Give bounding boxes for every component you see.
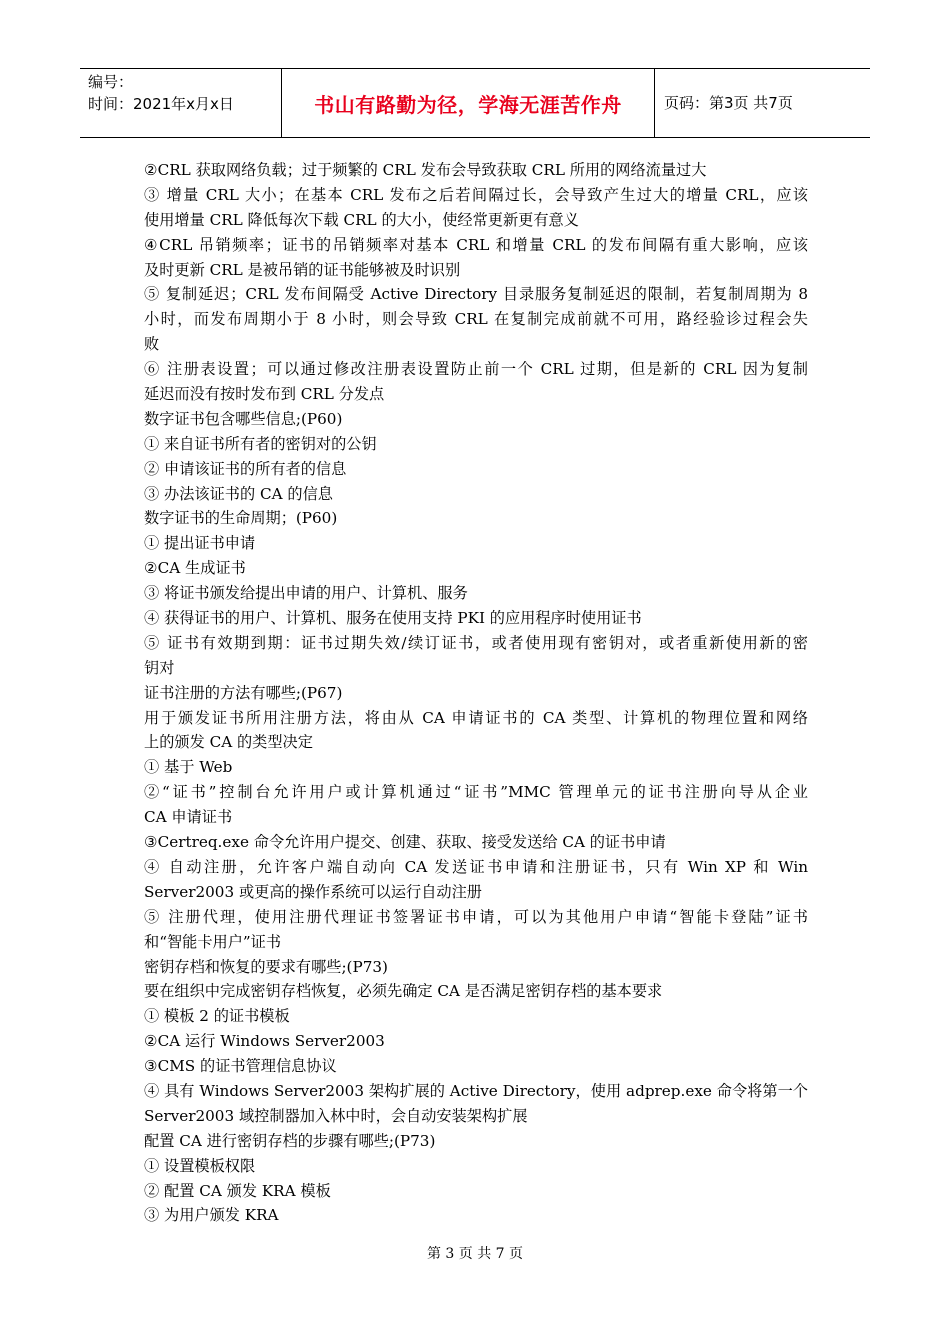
text-line: 用于颁发证书所用注册方法，将由从 CA 申请证书的 CA 类型、计算机的物理位置和网络 (144, 708, 808, 727)
text-line: ③ 将证书颁发给提出申请的用户、计算机、服务 (144, 584, 468, 603)
text-line: ②CA 生成证书 (144, 559, 246, 578)
header-page-cell (655, 69, 870, 137)
motto: 书山有路勤为径，学海无涯苦作舟 (314, 92, 622, 117)
text-line: 配置 CA 进行密钥存档的步骤有哪些;(P73) (144, 1131, 436, 1150)
text-line: 使用增量 CRL 降低每次下载 CRL 的大小，使经常更新更有意义 (144, 210, 579, 229)
text-line: ① 设置模板权限 (144, 1156, 256, 1175)
text-line: ① 模板 2 的证书模板 (144, 1007, 290, 1026)
text-line: ① 基于 Web (144, 758, 233, 777)
text-line: ⑤ 注册代理，使用注册代理证书签署证书申请，可以为其他用户申请“智能卡登陆”证书 (144, 907, 808, 926)
document-body (144, 158, 808, 1228)
text-line: ③Certreq.exe 命令允许用户提交、创建、获取、接受发送给 CA 的证书申请 (144, 833, 666, 852)
text-line: 败 (144, 335, 160, 354)
text-line: 及时更新 CRL 是被吊销的证书能够被及时识别 (144, 260, 461, 279)
text-line: ④CRL 吊销频率；证书的吊销频率对基本 CRL 和增量 CRL 的发布间隔有重大影响，应该 (144, 235, 808, 254)
number-label: 编号： (88, 73, 134, 91)
text-line: 要在组织中完成密钥存档恢复，必须先确定 CA 是否满足密钥存档的基本要求 (144, 982, 663, 1001)
text-line: ③CMS 的证书管理信息协议 (144, 1057, 337, 1076)
page-header (80, 68, 870, 138)
text-line: ③ 办法该证书的 CA 的信息 (144, 484, 333, 503)
header-meta (80, 69, 281, 137)
text-line: ① 来自证书所有者的密钥对的公钥 (144, 434, 377, 453)
text-line: ⑥ 注册表设置；可以通过修改注册表设置防止前一个 CRL 过期，但是新的 CRL 因为复制 (144, 360, 808, 379)
page-footer: 第 3 页 共 7 页 (426, 1246, 524, 1262)
text-line: ②“证书”控制台允许用户或计算机通过“证书”MMC 管理单元的证书注册向导从企业 (144, 783, 808, 802)
text-line: 和“智能卡用户”证书 (144, 932, 282, 951)
text-line: ⑤ 证书有效期到期：证书过期失效/续订证书，或者使用现有密钥对，或者重新使用新的密 (144, 633, 808, 652)
text-line: 钥对 (144, 658, 175, 677)
text-line: 上的颁发 CA 的类型决定 (144, 733, 313, 752)
header-motto-cell (281, 69, 655, 137)
text-line: ④ 具有 Windows Server2003 架构扩展的 Active Directory，使用 adprep.exe 命令将第一个 (144, 1081, 808, 1100)
text-line: ② 配置 CA 颁发 KRA 模板 (144, 1181, 331, 1200)
text-line: ②CRL 获取网络负载；过于频繁的 CRL 发布会导致获取 CRL 所用的网络流量过大 (144, 161, 707, 179)
text-line: ②CA 运行 Windows Server2003 (144, 1032, 385, 1051)
time-label: 时间：2021年x月x日 (88, 95, 234, 113)
text-line: ② 申请该证书的所有者的信息 (144, 459, 347, 478)
text-line: 小时，而发布周期小于 8 小时，则会导致 CRL 在复制完成前就不可用，路经验诊过程会失 (144, 310, 808, 329)
text-line: ④ 自动注册，允许客户端自动向 CA 发送证书申请和注册证书，只有 Win XP 和 Win (144, 857, 808, 876)
text-line: 延迟而没有按时发布到 CRL 分发点 (144, 385, 385, 404)
text-line: ④ 获得证书的用户、计算机、服务在使用支持 PKI 的应用程序时使用证书 (144, 609, 642, 628)
text-line: ③ 增量 CRL 大小；在基本 CRL 发布之后若间隔过长，会导致产生过大的增量 CRL，应该 (144, 185, 808, 204)
text-line: CA 申请证书 (144, 808, 233, 827)
text-line: ⑤ 复制延迟；CRL 发布间隔受 Active Directory 目录服务复制延迟的限制，若复制周期为 8 (144, 285, 808, 304)
text-line: 证书注册的方法有哪些;(P67) (144, 683, 343, 702)
text-line: Server2003 域控制器加入林中时，会自动安装架构扩展 (144, 1106, 528, 1125)
text-line: Server2003 或更高的操作系统可以运行自动注册 (144, 882, 482, 901)
text-line: 数字证书的生命周期；(P60) (144, 509, 338, 528)
text-line: ① 提出证书申请 (144, 534, 256, 553)
text-line: 数字证书包含哪些信息;(P60) (144, 409, 343, 428)
text-line: 密钥存档和恢复的要求有哪些;(P73) (144, 957, 388, 976)
text-line: ③ 为用户颁发 KRA (144, 1206, 279, 1225)
header-page-info: 页码：第3页 共7页 (664, 94, 793, 112)
